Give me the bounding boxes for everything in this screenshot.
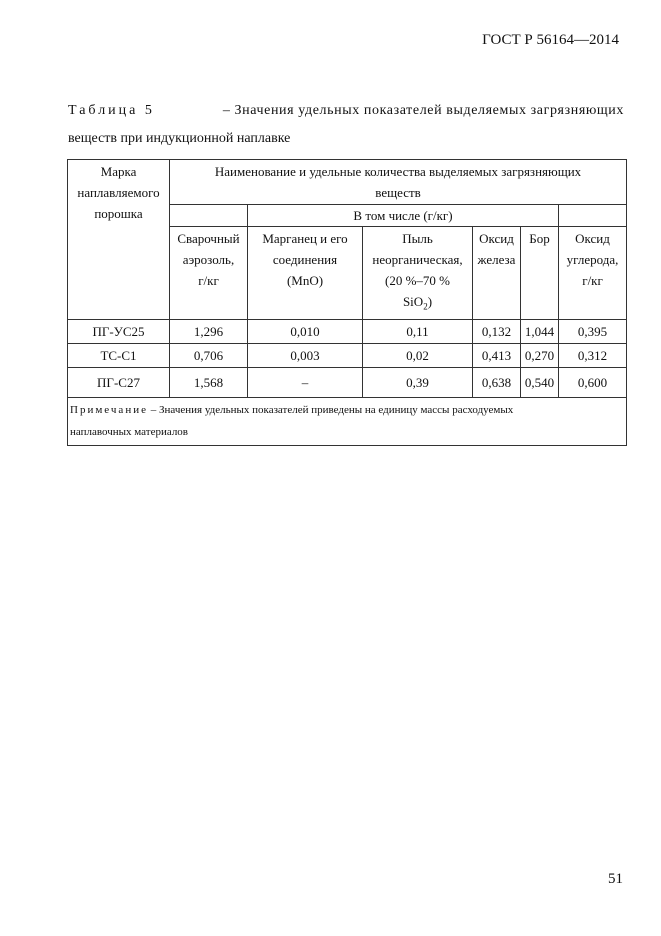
cell-boron: 1,044 xyxy=(521,319,559,343)
cell-aerosol: 1,568 xyxy=(170,367,248,397)
cell-dust: 0,02 xyxy=(363,343,473,367)
cell-aerosol: 1,296 xyxy=(170,319,248,343)
col-header-boron: Бор xyxy=(521,227,559,320)
caption-label: Таблица 5 xyxy=(68,103,155,118)
caption-title-part2: веществ при индукционной наплавке xyxy=(68,131,291,146)
cell-brand: ПГ-УС25 xyxy=(68,319,170,343)
table-row xyxy=(68,319,627,343)
emissions-table xyxy=(67,159,627,446)
col-header-brand: Марка наплавляемого порошка xyxy=(68,160,170,320)
cell-iron-oxide: 0,132 xyxy=(473,319,521,343)
col-header-aerosol: Сварочный аэрозоль, г/кг xyxy=(170,227,248,320)
cell-carbon-oxide: 0,600 xyxy=(559,367,627,397)
cell-iron-oxide: 0,413 xyxy=(473,343,521,367)
header-row-1 xyxy=(68,160,627,205)
page-number: 51 xyxy=(608,871,623,887)
cell-manganese: 0,010 xyxy=(248,319,363,343)
cell-manganese: – xyxy=(248,367,363,397)
cell-manganese: 0,003 xyxy=(248,343,363,367)
col-header-dust: Пыль неорганическая, (20 %–70 % SiO$_2$) xyxy=(363,227,473,320)
note-text-continued: наплавочных материалов xyxy=(70,425,188,438)
blank-cell xyxy=(170,205,248,227)
col-header-manganese: Марганец и его соединения (MnO) xyxy=(248,227,363,320)
note-text: – Значения удельных показателей приведены на единицу массы расходуемых xyxy=(147,403,514,416)
col-header-carbon-oxide: Оксид углерода, г/кг xyxy=(559,227,627,320)
cell-dust: 0,39 xyxy=(363,367,473,397)
cell-iron-oxide: 0,638 xyxy=(473,367,521,397)
table-note xyxy=(68,397,627,445)
note-label: Примечание xyxy=(70,403,148,416)
col-header-iron-oxide: Оксид железа xyxy=(473,227,521,320)
col-group-header: Наименование и удельные количества выделяемых загрязняющих веществ xyxy=(170,160,627,205)
table-row xyxy=(68,367,627,397)
cell-dust: 0,11 xyxy=(363,319,473,343)
cell-boron: 0,270 xyxy=(521,343,559,367)
cell-boron: 0,540 xyxy=(521,367,559,397)
cell-aerosol: 0,706 xyxy=(170,343,248,367)
caption-title-part1: – Значения удельных показателей выделяемых загрязняющих xyxy=(222,103,624,118)
cell-carbon-oxide: 0,312 xyxy=(559,343,627,367)
blank-cell xyxy=(559,205,627,227)
standard-header: ГОСТ Р 56164—2014 xyxy=(482,32,619,48)
cell-brand: ТС-С1 xyxy=(68,343,170,367)
cell-carbon-oxide: 0,395 xyxy=(559,319,627,343)
col-subgroup-header: В том числе (г/кг) xyxy=(248,205,559,227)
table-note-row xyxy=(68,397,627,445)
table-caption xyxy=(68,97,624,153)
table-row xyxy=(68,343,627,367)
cell-brand: ПГ-С27 xyxy=(68,367,170,397)
